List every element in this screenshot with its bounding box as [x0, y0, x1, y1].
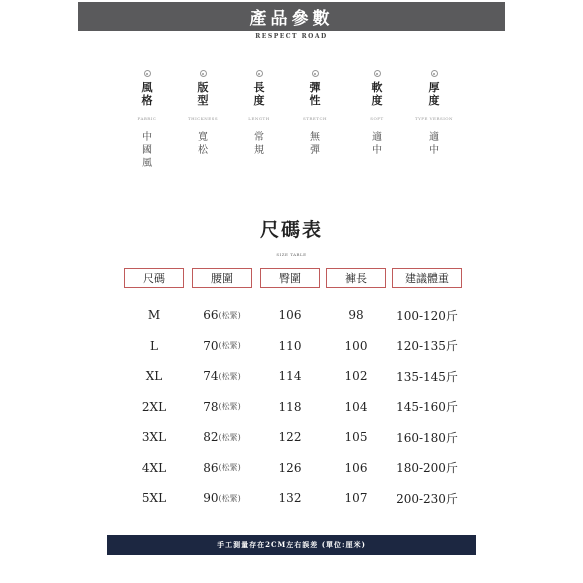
circle-dot-icon — [431, 70, 438, 77]
param-value: 適中 — [429, 132, 439, 156]
cell-weight — [392, 399, 462, 415]
param-eng: LENGTH — [248, 116, 270, 121]
elastic-tag: (松緊) — [218, 402, 241, 411]
header-size: 尺碼 — [124, 268, 184, 288]
cell-size — [124, 368, 184, 384]
cell-value: 98 — [348, 308, 364, 322]
param-value: 寬松 — [198, 132, 208, 156]
param-eng: FABRIC — [137, 116, 157, 121]
header-pants-length: 褲長 — [326, 268, 386, 288]
circle-dot-icon — [374, 70, 381, 77]
elastic-tag: (松緊) — [218, 432, 241, 442]
cell-value: 102 — [344, 369, 368, 383]
param-value: 中國風 — [142, 132, 152, 169]
param-eng: STRETCH — [302, 116, 328, 121]
cell-waist — [192, 490, 252, 506]
footer-note: 手工測量存在2CM左右誤差 (單位:厘米) — [107, 535, 476, 555]
cell-size — [124, 399, 184, 415]
param-value: 無彈 — [310, 132, 320, 156]
param-style — [117, 70, 177, 170]
param-title: 彈性 — [309, 81, 321, 107]
param-eng: TYPE VERSION — [414, 116, 454, 121]
cell-value: 126 — [278, 460, 302, 475]
cell-value: 180-200斤 — [396, 461, 458, 475]
cell-length — [326, 490, 386, 506]
cell-waist — [192, 307, 252, 323]
page-subtitle: RESPECT ROAD — [255, 33, 328, 40]
param-title: 厚度 — [428, 81, 440, 107]
cell-value: 105 — [344, 430, 368, 444]
cell-length — [326, 307, 386, 323]
cell-value: 4XL — [141, 460, 167, 475]
cell-length — [326, 429, 386, 445]
circle-dot-icon — [312, 70, 319, 77]
size-table-subtitle: SIZE TABLE — [276, 252, 307, 257]
header-weight: 建議體重 — [392, 268, 462, 288]
cell-value: 135-145斤 — [396, 369, 458, 384]
cell-length — [326, 460, 386, 476]
cell-value: 200-230斤 — [396, 491, 458, 506]
cell-hip — [260, 368, 320, 384]
cell-value: 118 — [278, 399, 302, 414]
cell-value: 70 — [203, 338, 219, 353]
cell-weight — [392, 490, 462, 506]
cell-hip — [260, 460, 320, 476]
param-thickness — [404, 70, 464, 157]
cell-size — [124, 490, 184, 506]
cell-size — [124, 307, 184, 323]
header-waist: 腰圍 — [192, 268, 252, 288]
cell-length — [326, 399, 386, 415]
cell-length — [326, 338, 386, 354]
cell-waist — [192, 399, 252, 415]
cell-value: 145-160斤 — [396, 400, 458, 414]
param-title: 軟度 — [371, 81, 383, 107]
product-params — [117, 70, 467, 195]
cell-value: 78 — [203, 399, 219, 414]
cell-value: 120-135斤 — [396, 339, 458, 353]
cell-weight — [392, 307, 462, 323]
cell-size — [124, 338, 184, 354]
cell-value: 100-120斤 — [396, 308, 458, 323]
cell-value: M — [147, 308, 161, 322]
elastic-tag: (松緊) — [218, 493, 241, 503]
cell-weight — [392, 429, 462, 445]
cell-value: 106 — [344, 460, 368, 475]
cell-hip — [260, 490, 320, 506]
cell-value: 132 — [278, 491, 302, 505]
cell-value: 86 — [203, 460, 219, 475]
param-softness — [347, 70, 407, 157]
circle-dot-icon — [256, 70, 263, 77]
param-stretch — [285, 70, 345, 157]
cell-value: 82 — [203, 430, 219, 444]
cell-hip — [260, 399, 320, 415]
cell-value: L — [150, 338, 158, 353]
param-length — [229, 70, 289, 157]
cell-weight — [392, 460, 462, 476]
circle-dot-icon — [144, 70, 151, 77]
cell-value: 110 — [278, 338, 302, 353]
elastic-tag: (松緊) — [218, 463, 241, 472]
cell-value: 106 — [278, 308, 302, 322]
size-table-title: 尺碼表 — [259, 219, 323, 241]
cell-weight — [392, 368, 462, 384]
param-title: 風格 — [141, 81, 153, 107]
cell-value: 122 — [278, 430, 302, 444]
cell-waist — [192, 368, 252, 384]
cell-hip — [260, 307, 320, 323]
cell-value: 74 — [203, 369, 219, 383]
cell-waist — [192, 338, 252, 354]
page-title: 產品參數 — [249, 9, 334, 29]
elastic-tag: (松緊) — [218, 341, 241, 350]
cell-value: 66 — [203, 308, 219, 322]
param-fit — [173, 70, 233, 157]
cell-weight — [392, 338, 462, 354]
cell-waist — [192, 460, 252, 476]
elastic-tag: (松緊) — [218, 371, 241, 381]
cell-value: XL — [145, 369, 163, 383]
circle-dot-icon — [200, 70, 207, 77]
cell-size — [124, 429, 184, 445]
title-banner — [78, 2, 505, 31]
param-title: 版型 — [197, 81, 209, 107]
cell-value: 160-180斤 — [396, 430, 458, 445]
cell-value: 104 — [344, 399, 368, 414]
cell-value: 107 — [344, 491, 368, 505]
cell-value: 114 — [278, 369, 302, 383]
cell-value: 3XL — [141, 430, 167, 444]
header-hip: 臀圍 — [260, 268, 320, 288]
elastic-tag: (松緊) — [218, 310, 241, 320]
cell-length — [326, 368, 386, 384]
param-eng: SOFT — [370, 116, 384, 121]
param-title: 長度 — [253, 81, 265, 107]
param-eng: THICKNESS — [187, 116, 219, 121]
cell-waist — [192, 429, 252, 445]
cell-value: 90 — [203, 491, 219, 505]
cell-hip — [260, 429, 320, 445]
param-value: 適中 — [372, 132, 382, 156]
cell-hip — [260, 338, 320, 354]
cell-value: 2XL — [141, 399, 167, 414]
cell-value: 5XL — [141, 491, 167, 505]
cell-size — [124, 460, 184, 476]
cell-value: 100 — [344, 338, 368, 353]
param-value: 常規 — [254, 132, 264, 156]
